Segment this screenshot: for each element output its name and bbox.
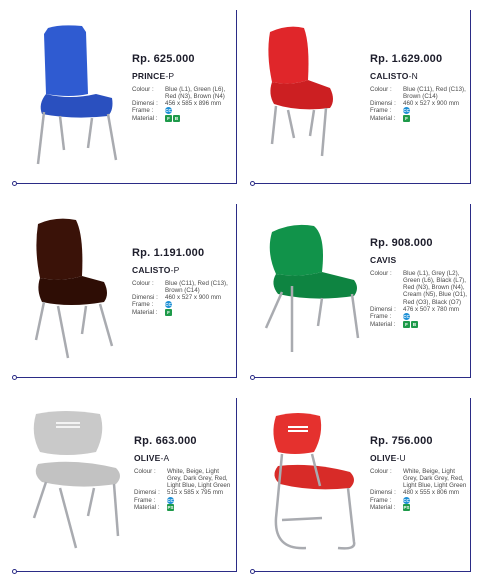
frame-label: Frame [370, 313, 388, 321]
colour-value: White, Beige, Light Grey, Dark Grey, Red, Light Blue, Light Green [167, 467, 231, 490]
price: Rp. 1.629.000 [370, 53, 443, 65]
card-right-line [236, 10, 237, 184]
card-bottom-line [14, 571, 236, 572]
card-bottom-line [14, 377, 236, 378]
chair-image-prince [30, 24, 130, 168]
colour-value: White, Beige, Light Grey, Dark Grey, Red, Light Blue, Light Green [403, 467, 467, 490]
frame-badge-icon: CC [403, 108, 410, 114]
dimension-label: Dimensi [132, 294, 155, 302]
colour-label: Colour [134, 467, 153, 475]
material-badge-icon: PS [403, 505, 410, 511]
product-name: OLIVE-U [370, 453, 406, 464]
card-right-line [470, 398, 471, 572]
card-corner-dot [12, 375, 17, 380]
material-label: Material [370, 504, 393, 512]
dimension-value: 460 x 527 x 900 mm [403, 100, 460, 108]
card-corner-dot [12, 181, 17, 186]
product-name: CALISTO-N [370, 71, 418, 82]
card-right-line [236, 204, 237, 378]
chair-image-cavis [262, 222, 366, 358]
material-badge-icon: B [412, 321, 417, 327]
dimension-label: Dimensi [370, 100, 393, 108]
frame-label: Frame [132, 301, 150, 309]
frame-label: Frame [370, 107, 388, 115]
material-badge-icon: F [403, 321, 410, 328]
material-badge-icon: PS [167, 505, 174, 511]
dimension-value: 480 x 555 x 806 mm [403, 489, 460, 497]
card-bottom-line [252, 183, 470, 184]
frame-badge-icon: CC [167, 497, 174, 503]
dimension-value: 515 x 585 x 795 mm [167, 489, 224, 497]
frame-badge-icon: CC [165, 108, 172, 114]
product-name: PRINCE-P [132, 71, 175, 82]
frame-label: Frame [132, 107, 150, 115]
chair-image-olive-u [262, 410, 366, 556]
material-badge-icon: F [165, 115, 172, 122]
dimension-label: Dimensi [134, 489, 157, 497]
colour-label: Colour [370, 85, 389, 93]
dimension-value: 460 x 527 x 900 mm [165, 294, 222, 302]
dimension-value: 476 x 507 x 780 mm [403, 306, 460, 314]
card-corner-dot [250, 569, 255, 574]
card-corner-dot [250, 375, 255, 380]
colour-value: Blue (L1), Green (L6), Red (N3), Brown (N4) [165, 85, 226, 100]
card-corner-dot [250, 181, 255, 186]
price: Rp. 908.000 [370, 237, 433, 249]
colour-value: Blue (C11), Red (C13), Brown (C14) [165, 279, 228, 294]
frame-label: Frame [370, 496, 388, 504]
frame-badge-icon: CC [403, 314, 410, 320]
dimension-label: Dimensi [370, 489, 393, 497]
chair-image-olive-a [24, 408, 134, 554]
frame-badge-icon: CC [403, 497, 410, 503]
product-name: CALISTO-P [132, 265, 180, 276]
material-badge-icon: F [403, 115, 410, 122]
dimension-label: Dimensi [132, 100, 155, 108]
product-name: OLIVE-A [134, 453, 170, 464]
colour-label: Colour [370, 467, 389, 475]
material-badge-icon: B [174, 115, 179, 121]
frame-badge-icon: CC [165, 302, 172, 308]
card-right-line [236, 398, 237, 572]
chair-image-calisto-p [28, 216, 128, 364]
material-label: Material [132, 308, 155, 316]
price: Rp. 1.191.000 [132, 247, 205, 259]
material-label: Material [370, 320, 393, 328]
card-bottom-line [252, 377, 470, 378]
product-name: CAVIS [370, 255, 397, 266]
dimension-label: Dimensi [370, 306, 393, 314]
colour-label: Colour [132, 279, 151, 287]
colour-label: Colour [132, 85, 151, 93]
card-right-line [470, 10, 471, 184]
price: Rp. 663.000 [134, 435, 197, 447]
chair-image-calisto-n [258, 24, 358, 168]
card-bottom-line [252, 571, 470, 572]
colour-label: Colour [370, 269, 389, 277]
material-label: Material [132, 114, 155, 122]
colour-value: Blue (L1), Grey (L2), Green (L6), Black (L7), Red (N3), Brown (N4), Cream (N5), Blue (O1), Red (O3), Black (O7) [403, 269, 467, 306]
material-label: Material [134, 504, 157, 512]
colour-value: Blue (C11), Red (C13), Brown (C14) [403, 85, 466, 100]
price: Rp. 625.000 [132, 53, 195, 65]
price: Rp. 756.000 [370, 435, 433, 447]
dimension-value: 456 x 585 x 896 mm [165, 100, 222, 108]
material-badge-icon: F [165, 309, 172, 316]
frame-label: Frame [134, 496, 152, 504]
card-corner-dot [12, 569, 17, 574]
card-bottom-line [14, 183, 236, 184]
material-label: Material [370, 114, 393, 122]
card-right-line [470, 204, 471, 378]
